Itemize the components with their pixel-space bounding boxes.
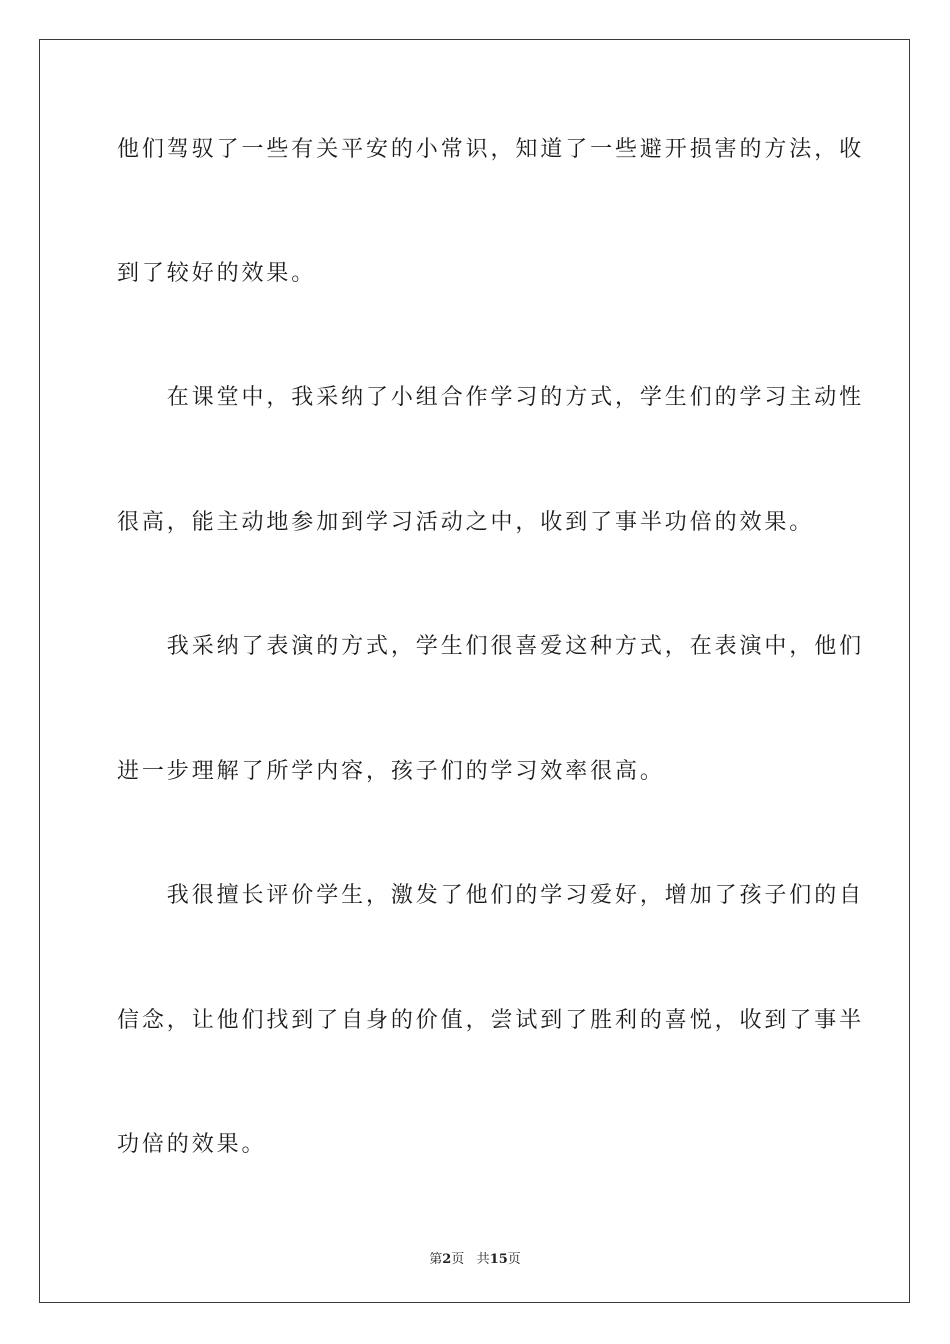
body-text-line: 我采纳了表演的方式，学生们很喜爱这种方式，在表演中，他们 bbox=[117, 634, 865, 659]
total-page-count: 15 bbox=[489, 1252, 508, 1267]
body-text-line: 到了较好的效果。 bbox=[117, 261, 317, 286]
footer-total-unit: 页 bbox=[507, 1252, 521, 1267]
body-text-line: 功倍的效果。 bbox=[117, 1132, 267, 1157]
body-text-line: 很高，能主动地参加到学习活动之中，收到了事半功倍的效果。 bbox=[117, 510, 815, 535]
body-text-line: 信念，让他们找到了自身的价值，尝试到了胜利的喜悦，收到了事半 bbox=[117, 1008, 865, 1033]
body-text-line: 他们驾驭了一些有关平安的小常识，知道了一些避开损害的方法，收 bbox=[117, 137, 865, 162]
page-number-footer bbox=[0, 1248, 950, 1267]
body-text-line: 进一步理解了所学内容，孩子们的学习效率很高。 bbox=[117, 759, 665, 784]
current-page-number: 2 bbox=[442, 1252, 452, 1267]
body-text-line: 我很擅长评价学生，激发了他们的学习爱好，增加了孩子们的自 bbox=[117, 883, 865, 908]
footer-page-unit: 页 bbox=[451, 1252, 465, 1267]
body-text-line: 在课堂中，我采纳了小组合作学习的方式，学生们的学习主动性 bbox=[117, 385, 865, 410]
page-border bbox=[39, 39, 910, 1303]
footer-total-prefix: 共 bbox=[476, 1252, 490, 1267]
footer-prefix: 第 bbox=[429, 1252, 443, 1267]
